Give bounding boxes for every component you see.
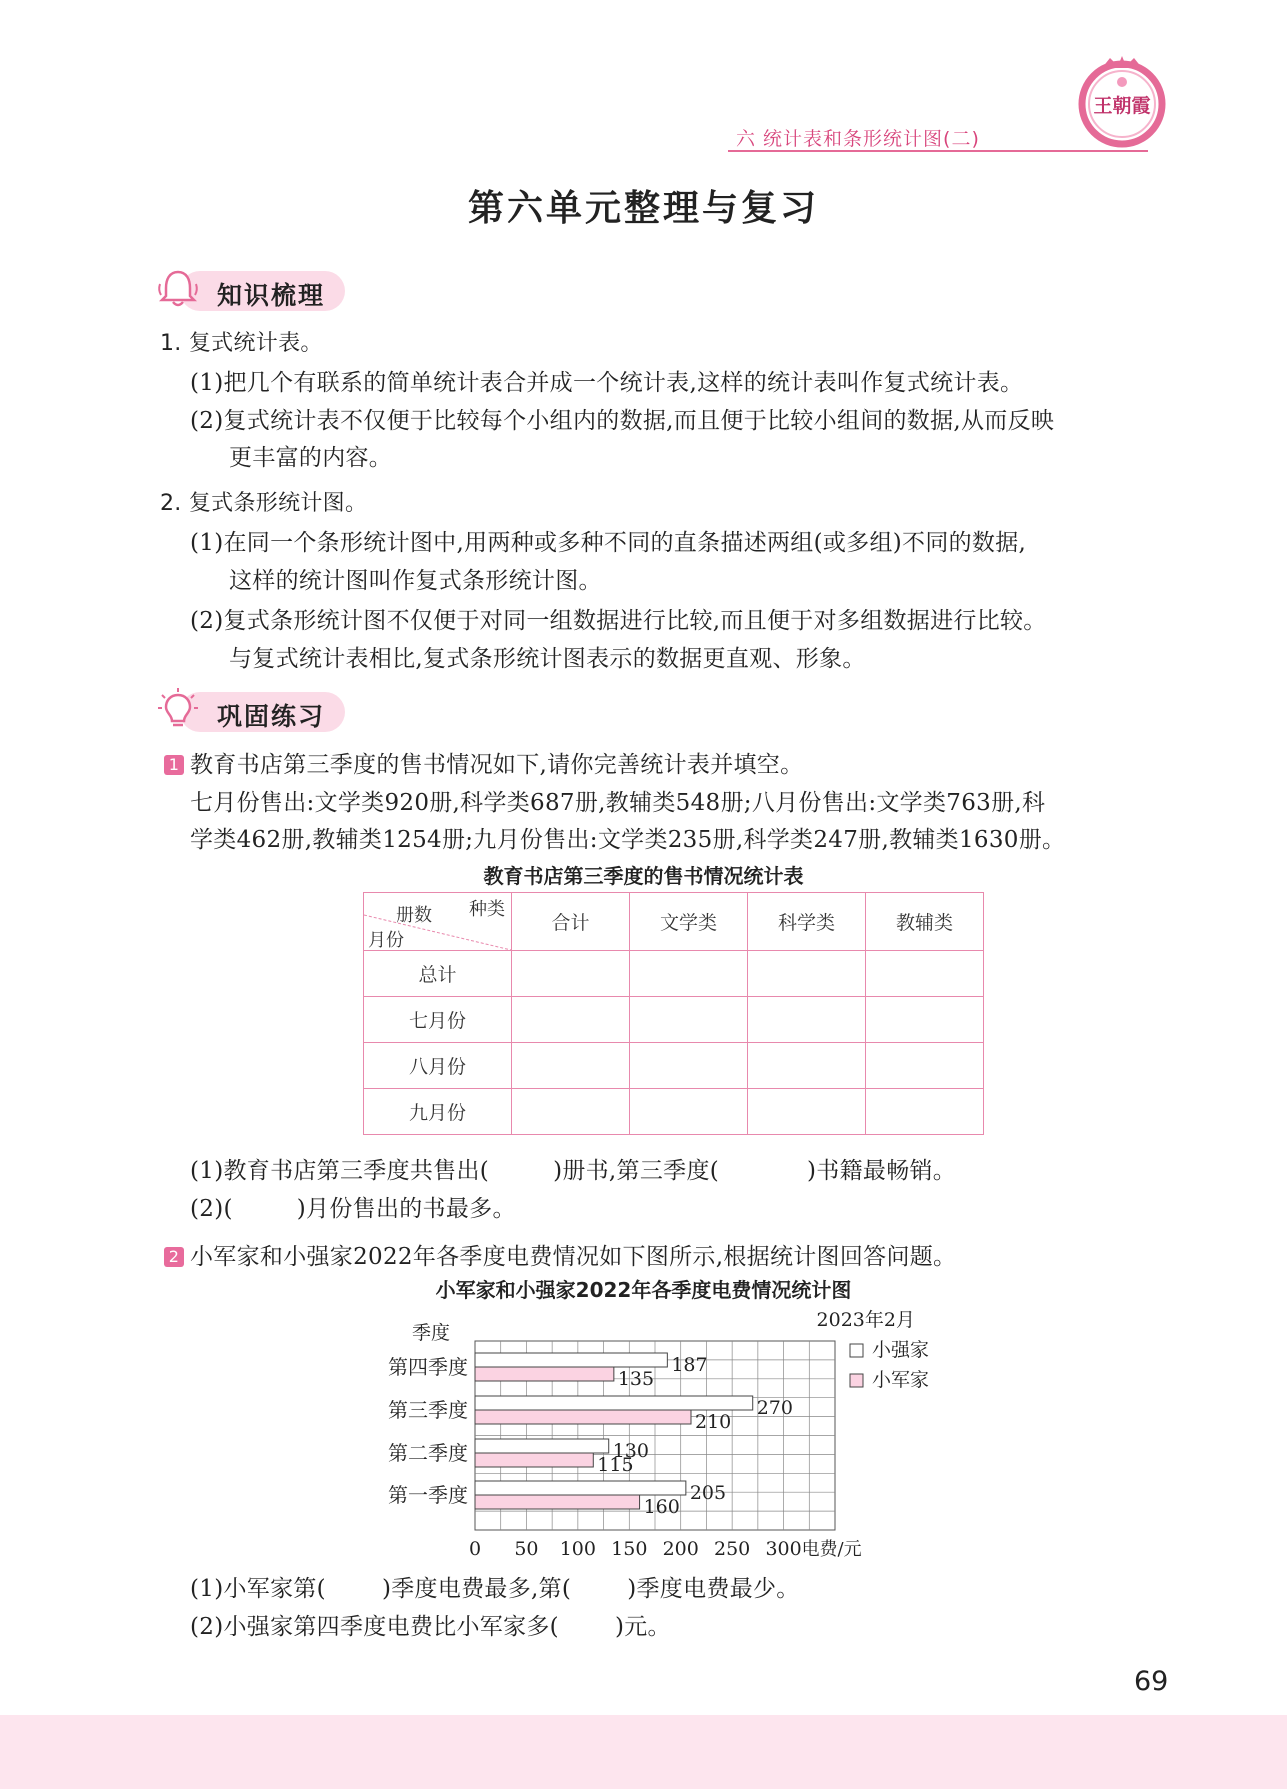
section-heading-practice: 巩固练习 xyxy=(217,702,326,731)
bar-xiaojun xyxy=(475,1495,640,1509)
table-row-label: 八月份 xyxy=(364,1043,512,1089)
point-2-1-cont: 这样的统计图叫作复式条形统计图。 xyxy=(229,568,602,594)
legend-label: 小强家 xyxy=(872,1339,930,1361)
table-title: 教育书店第三季度的售书情况统计表 xyxy=(483,864,804,888)
corner-label-category: 种类 xyxy=(469,899,505,920)
table-row xyxy=(364,1043,984,1089)
table-blank-cell[interactable] xyxy=(630,951,748,997)
bar-xiaoqiang xyxy=(475,1439,609,1453)
table-blank-cell[interactable] xyxy=(866,1089,984,1135)
question-1-sub-1: (1)教育书店第三季度共售出( )册书,第三季度( )书籍最畅销。 xyxy=(190,1158,957,1184)
bar-value-label: 130 xyxy=(612,1440,649,1462)
bar-xiaojun xyxy=(475,1453,593,1467)
bar-xiaojun xyxy=(475,1367,614,1381)
question-1-stem xyxy=(164,746,803,779)
question-1-badge: 1 xyxy=(164,755,184,775)
legend-label: 小军家 xyxy=(872,1369,930,1391)
table-blank-cell[interactable] xyxy=(748,951,866,997)
table-row xyxy=(364,951,984,997)
question-2-text: 小军家和小强家2022年各季度电费情况如下图所示,根据统计图回答问题。 xyxy=(190,1244,957,1270)
bar-xiaoqiang xyxy=(475,1396,753,1410)
legend-swatch xyxy=(850,1344,863,1357)
question-2-sub-1: (1)小军家第( )季度电费最多,第( )季度电费最少。 xyxy=(190,1576,800,1602)
section-heading-knowledge: 知识梳理 xyxy=(217,281,326,310)
table-blank-cell[interactable] xyxy=(512,1043,630,1089)
table-blank-cell[interactable] xyxy=(630,1089,748,1135)
x-tick-label: 100 xyxy=(559,1538,596,1560)
point-2-2-cont: 与复式统计表相比,复式条形统计图表示的数据更直观、形象。 xyxy=(229,646,866,672)
table-blank-cell[interactable] xyxy=(512,951,630,997)
corner-label-count: 册数 xyxy=(396,905,432,926)
bell-icon xyxy=(156,266,200,310)
page-number: 69 xyxy=(1134,1666,1169,1697)
chart-title: 小军家和小强家2022年各季度电费情况统计图 xyxy=(435,1278,852,1302)
legend-swatch xyxy=(850,1374,863,1387)
bar-value-label: 210 xyxy=(695,1411,732,1433)
chart-date: 2023年2月 xyxy=(816,1309,915,1331)
bar-xiaoqiang xyxy=(475,1481,686,1495)
point-1-2-cont: 更丰富的内容。 xyxy=(229,445,393,471)
table-header-cell: 科学类 xyxy=(748,893,866,951)
brand-logo xyxy=(1072,52,1172,152)
chapter-header: 六 统计表和条形统计图(二) xyxy=(736,128,980,150)
x-tick-label: 150 xyxy=(611,1538,648,1560)
question-1-sub-2: (2)( )月份售出的书最多。 xyxy=(190,1196,516,1222)
table-blank-cell[interactable] xyxy=(866,997,984,1043)
bar-xiaoqiang xyxy=(475,1353,667,1367)
y-category-label: 第二季度 xyxy=(388,1441,468,1465)
bar-value-label: 115 xyxy=(597,1454,634,1476)
table-header-cell: 文学类 xyxy=(630,893,748,951)
question-2-sub-2: (2)小强家第四季度电费比小军家多( )元。 xyxy=(190,1614,671,1640)
table-row-label: 七月份 xyxy=(364,997,512,1043)
table-blank-cell[interactable] xyxy=(630,1043,748,1089)
question-1-text: 教育书店第三季度的售书情况如下,请你完善统计表并填空。 xyxy=(190,752,804,778)
table-row xyxy=(364,1089,984,1135)
y-axis-label: 季度 xyxy=(411,1322,450,1344)
y-category-label: 第三季度 xyxy=(388,1398,468,1422)
logo-text: 王朝霞 xyxy=(1093,95,1151,117)
lightbulb-icon xyxy=(156,687,200,731)
point-2-1: (1)在同一个条形统计图中,用两种或多种不同的直条描述两组(或多组)不同的数据, xyxy=(190,530,1027,556)
table-blank-cell[interactable] xyxy=(748,1089,866,1135)
corner-label-month: 月份 xyxy=(368,930,404,951)
x-tick-label: 250 xyxy=(714,1538,751,1560)
x-axis-label: 电费/元 xyxy=(801,1539,862,1560)
point-1-2: (2)复式统计表不仅便于比较每个小组内的数据,而且便于比较小组间的数据,从而反映 xyxy=(190,408,1055,434)
table-corner-cell xyxy=(364,893,512,951)
page-title: 第六单元整理与复习 xyxy=(467,188,819,229)
table-blank-cell[interactable] xyxy=(512,997,630,1043)
electricity-bar-chart xyxy=(360,1300,930,1565)
x-tick-label: 50 xyxy=(514,1538,539,1560)
sales-table xyxy=(363,892,984,1135)
question-2-stem xyxy=(164,1238,956,1271)
table-header-cell: 合计 xyxy=(512,893,630,951)
point-2-heading: 2. 复式条形统计图。 xyxy=(160,491,368,516)
table-blank-cell[interactable] xyxy=(748,997,866,1043)
footer-band xyxy=(0,1715,1287,1789)
table-blank-cell[interactable] xyxy=(512,1089,630,1135)
table-header-cell: 教辅类 xyxy=(866,893,984,951)
y-category-label: 第一季度 xyxy=(388,1483,468,1507)
question-1-data-line-1: 七月份售出:文学类920册,科学类687册,教辅类548册;八月份售出:文学类763册,科 xyxy=(190,790,1046,816)
point-2-2: (2)复式条形统计图不仅便于对同一组数据进行比较,而且便于对多组数据进行比较。 xyxy=(190,608,1047,634)
chart-labels xyxy=(388,1309,929,1560)
table-blank-cell[interactable] xyxy=(866,951,984,997)
x-tick-label: 0 xyxy=(468,1538,482,1560)
table-row-label: 总计 xyxy=(364,951,512,997)
table-row-label: 九月份 xyxy=(364,1089,512,1135)
x-tick-label: 300 xyxy=(765,1538,802,1560)
point-1-heading: 1. 复式统计表。 xyxy=(160,331,323,356)
bar-xiaojun xyxy=(475,1410,691,1424)
question-2-badge: 2 xyxy=(164,1247,184,1267)
table-row xyxy=(364,997,984,1043)
bar-value-label: 135 xyxy=(617,1368,655,1390)
bar-value-label: 187 xyxy=(671,1354,708,1376)
bar-value-label: 160 xyxy=(643,1496,680,1518)
table-blank-cell[interactable] xyxy=(748,1043,866,1089)
x-tick-label: 200 xyxy=(662,1538,699,1560)
y-category-label: 第四季度 xyxy=(388,1355,468,1379)
table-blank-cell[interactable] xyxy=(630,997,748,1043)
bar-value-label: 205 xyxy=(689,1482,727,1504)
question-1-data-line-2: 学类462册,教辅类1254册;九月份售出:文学类235册,科学类247册,教辅类1630册。 xyxy=(190,827,1066,853)
table-blank-cell[interactable] xyxy=(866,1043,984,1089)
point-1-1: (1)把几个有联系的简单统计表合并成一个统计表,这样的统计表叫作复式统计表。 xyxy=(190,370,1024,396)
bar-value-label: 270 xyxy=(756,1397,793,1419)
